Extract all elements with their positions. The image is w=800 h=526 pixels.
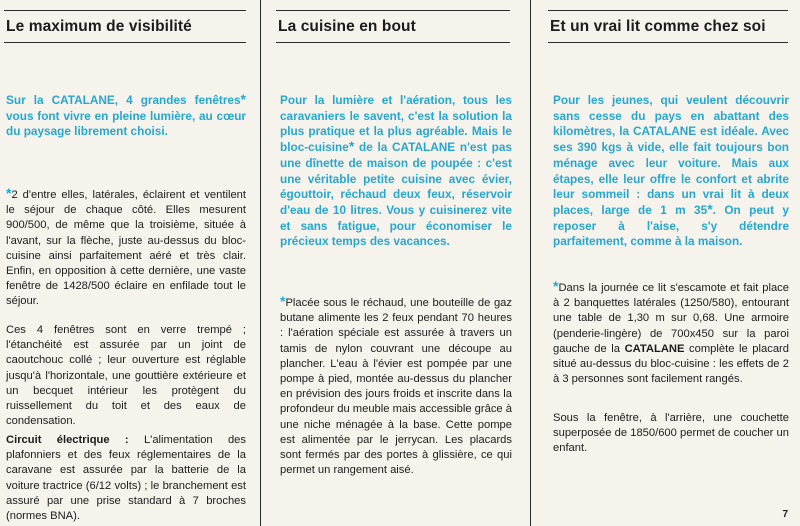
text-run: L'alimentation des plafonniers et des feux réglementaires de la caravane est assurée par la batterie de la voiture tractrice (6/12 volts) ; le branchement est assuré par une prise standard à 7 broches (normes BNA). [6, 434, 246, 523]
column-divider [260, 0, 261, 526]
section-heading: Le maximum de visibilité [4, 10, 246, 43]
text-run: vous font vivre en pleine lumière, au cœur du paysage librement choisi. [6, 108, 246, 139]
section-heading: Et un vrai lit comme chez soi [548, 10, 788, 43]
body-paragraph [6, 433, 246, 524]
asterisk-icon: * [348, 138, 355, 155]
body-paragraph [6, 323, 246, 429]
text-run: n'est pas une dînette de maison de poupée : c'est une véritable petite cuisine avec évier, égouttoir, réchaud deux feux, réservoir d'eau de 10 litres. Vous y cuisinerez vite et sans fatigue, pour économiser le précieux temps des vacances. [280, 140, 512, 249]
body-paragraph [553, 411, 789, 457]
text-run: complète le placard situé au-dessus du bloc-cuisine : les effets de 2 à 3 personnes sont facilement rangés. [553, 342, 789, 386]
column-bed [548, 10, 788, 43]
asterisk-icon: * [240, 91, 246, 107]
text-run: . On peut y reposer à l'aise, s'y détendre parfaitement, comme à la maison. [553, 202, 789, 249]
text-run: Ces 4 fenêtres sont en verre trempé ; l'étanchéité est assurée par un joint de caoutchouc collé ; leur ouverture est réglable jusqu'à l'horizontale, une gouttière extérieure et un becquet intérieur les protègent du ruissellement du toit et des eaux de condensation. [6, 324, 246, 428]
text-run: 2 d'entre elles, latérales, éclairent et ventilent le séjour de chaque côté. Elles mesurent 900/500, de même que la troisième, située à l'avant, sur la flèche, juste au-dessus du bloc-cuisine ainsi parfaitement aéré et très clair. Enfin, en opposition à cette dernière, une vaste fenêtre de 1428/500 éclaire en enfilade tout le séjour. [6, 189, 246, 308]
column-kitchen [276, 10, 510, 43]
body-paragraph [553, 278, 789, 387]
asterisk-icon: * [553, 278, 559, 294]
text-run: Pour les jeunes, qui veulent découvrir sans cesse du pays en abattant des kilomètres, la [553, 93, 789, 139]
bold-text: Circuit électrique : [6, 434, 129, 446]
column-divider [530, 0, 531, 526]
bold-text: CATALANE [392, 140, 456, 155]
page-number: 7 [782, 509, 788, 520]
body-paragraph [280, 293, 512, 478]
text-run: Sur la [6, 93, 52, 107]
text-run: est idéale. Avec ses 390 kgs à vide, elle fait toujours bon ménage avec leur voiture. Mais aux étapes, elle leur offre le confort et abrite leur sommeil : dans un vrai lit à deux places, large de 1 m 35 [553, 124, 789, 217]
section-heading: La cuisine en bout [276, 10, 510, 43]
asterisk-icon: * [280, 293, 286, 309]
intro-text [280, 93, 512, 250]
bold-text: CATALANE [51, 93, 115, 107]
asterisk-icon: * [707, 200, 713, 217]
text-run: Sous la fenêtre, à l'arrière, une couchette superposée de 1850/600 permet de coucher un enfant. [553, 412, 789, 455]
text-run: Placée sous le réchaud, une bouteille de gaz butane alimente les 2 feux pendant 70 heures : l'aération spéciale est assurée à travers un tamis de nylon couvrant une découpe au plancher. L'eau à l'évier est pompée par une pompe à pied, montée au-dessus du plancher en prévision des jours froids et inscrite dans la profondeur du meuble mais accessible grâce à une niche ménagée à la base. Cette pompe est alimentée par le jerrycan. Les placards sont fermés par des portes à glissière, ce qui permet un rangement aisé. [280, 297, 512, 477]
intro-text [6, 93, 246, 140]
intro-text [553, 93, 789, 250]
bold-text: CATALANE [632, 124, 697, 139]
text-run: , 4 grandes fenêtres [114, 93, 241, 107]
asterisk-icon: * [6, 185, 12, 201]
body-paragraph [6, 185, 246, 310]
column-visibility [4, 10, 246, 43]
text-run: de la [354, 140, 393, 155]
text-run: Dans la journée ce lit s'escamote et fait place à 2 banquettes latérales (1250/580), entourant une table de 1,30 m sur 0,68. Une armoire (penderie-lingère) de 700x450 sur la paroi gauche de la [553, 282, 789, 355]
bold-text: CATALANE [624, 342, 685, 355]
text-run: Pour la lumière et l'aération, tous les caravaniers le savent, c'est la solution la plus pratique et la plus agréable. Mais le bloc-cuisine [280, 93, 512, 155]
